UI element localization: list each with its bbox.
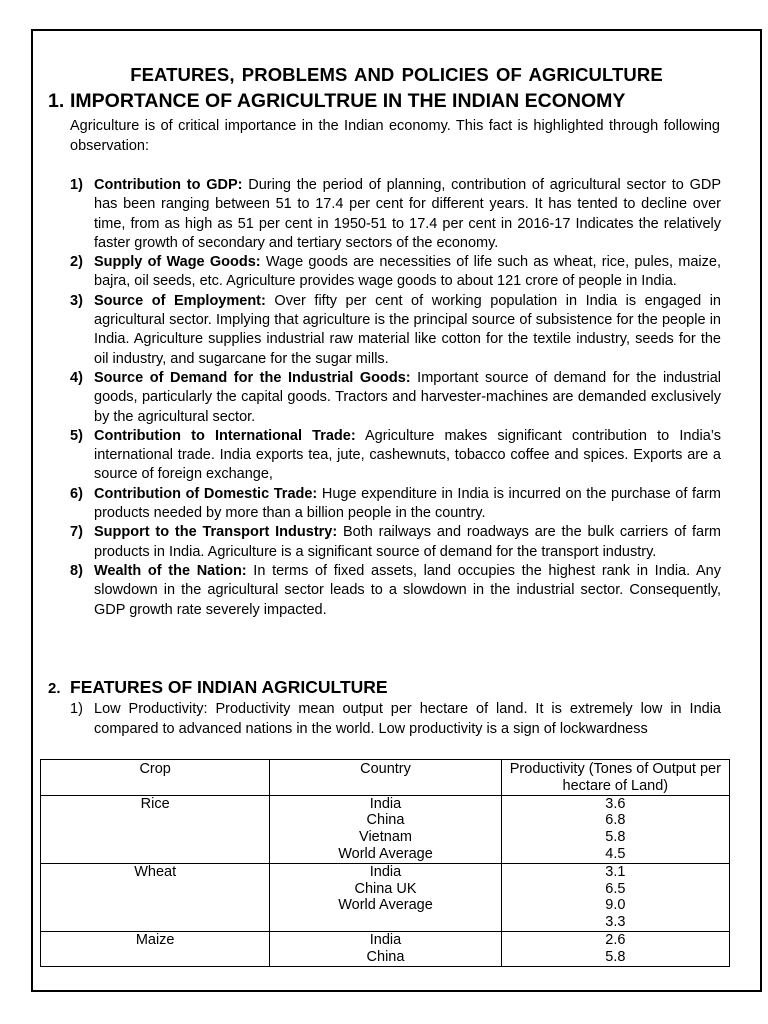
- list-item-number: 8): [70, 562, 83, 579]
- crop-cell: Wheat: [41, 863, 270, 931]
- header-productivity: Productivity (Tones of Output per hectare of Land): [501, 760, 729, 796]
- section2-item-1: [70, 700, 721, 739]
- table-header-row: [41, 760, 730, 796]
- productivity-value: 5.8: [605, 948, 626, 965]
- productivity-value: 4.5: [605, 845, 626, 862]
- list-item-text: In terms of fixed assets, land occupies the highest rank in India. Any slowdown in the agricultural sector leads to a slowdown in the industrial sector. Consequently, GDP growth rate severely impacted.: [94, 562, 721, 618]
- list-item-number: 1): [70, 177, 83, 193]
- list-item-label: Contribution to International Trade:: [94, 427, 356, 444]
- list-item-text: Wage goods are necessities of life such as wheat, rice, pules, maize, bajra, oil seeds, etc. Agriculture provides wage goods to about 121 crore of people in India.: [94, 254, 721, 290]
- section1-intro: Agriculture is of critical importance in the Indian economy. This fact is highlighted through following observation:: [70, 118, 720, 154]
- country-name: China: [366, 812, 405, 829]
- list-item-label: Supply of Wage Goods:: [94, 254, 261, 271]
- table-row: [41, 863, 730, 931]
- productivity-value: 2.6: [605, 931, 626, 948]
- country-name: India: [369, 863, 402, 880]
- list-item-label: Wealth of the Nation:: [94, 562, 247, 579]
- list-item-label: Source of Demand for the Industrial Goods:: [94, 369, 411, 386]
- list-item-label: Contribution to GDP:: [94, 177, 243, 193]
- productivity-value: 3.3: [605, 914, 626, 931]
- section2-item-1-number: 1): [70, 701, 83, 717]
- country-name: China: [366, 948, 405, 965]
- list-item-number: 6): [70, 485, 83, 502]
- table-row: [41, 795, 730, 863]
- section1-number: 1.: [48, 90, 65, 112]
- productivity-cell: [501, 863, 729, 931]
- crop-cell: Rice: [41, 795, 270, 863]
- list-item: [70, 562, 721, 620]
- list-item-text: Important source of demand for the industrial goods, particularly the capital goods. Tractors and harvester-machines are demanded exclusively by the agricultural sector.: [94, 369, 721, 425]
- list-item-text: During the period of planning, contribution of agricultural sector to GDP has been ranging between 51 to 17.4 per cent for different years. It has tented to decline over time, from as high as 51 per cent in 1950-51 to 17.4 per cent in 2016-17 Indicates the relatively faster growth of secondary and tertiary sectors of the economy.: [94, 177, 722, 251]
- list-item-label: Support to the Transport Industry:: [94, 524, 338, 541]
- list-item: [70, 369, 721, 427]
- list-item: [70, 427, 721, 485]
- header-crop: Crop: [41, 760, 270, 796]
- section2-number: 2.: [48, 680, 61, 697]
- list-item-number: 7): [70, 524, 83, 541]
- section2-heading-text: FEATURES OF INDIAN AGRICULTURE: [70, 677, 388, 697]
- country-cell: [270, 795, 501, 863]
- country-name: India: [369, 795, 402, 812]
- productivity-value: 6.5: [605, 880, 626, 897]
- section2-item-1-text: Low Productivity: Productivity mean output per hectare of land. It is extremely low in India compared to advanced nations in the world. Low productivity is a sign of lockwardness: [94, 701, 721, 737]
- document-page: [31, 29, 762, 992]
- document-title: FEATURES, PROBLEMS AND POLICIES OF AGRICULTURE: [130, 64, 663, 85]
- list-item-number: 4): [70, 369, 83, 386]
- productivity-value: 9.0: [605, 897, 626, 914]
- productivity-cell: [501, 931, 729, 966]
- productivity-cell: [501, 795, 729, 863]
- list-item-label: Contribution of Domestic Trade:: [94, 485, 318, 502]
- list-item-number: 3): [70, 292, 83, 309]
- list-item-text: Huge expenditure in India is incurred on the purchase of farm products needed by more than a billion people in the country.: [94, 485, 721, 522]
- section1-heading: [48, 90, 625, 113]
- list-item-text: Both railways and roadways are the bulk carriers of farm products in India. Agriculture is a significant source of demand for the transport industry.: [94, 524, 721, 560]
- country-cell: [270, 931, 501, 966]
- country-cell: [270, 863, 501, 931]
- list-item-number: 5): [70, 427, 83, 444]
- list-item: [70, 485, 721, 524]
- list-item: [70, 253, 721, 292]
- section2-heading: [48, 677, 388, 698]
- header-country: Country: [270, 760, 501, 796]
- country-name: World Average: [338, 845, 433, 862]
- list-item: [70, 176, 721, 253]
- productivity-table: [40, 759, 730, 967]
- productivity-value: 3.1: [605, 863, 626, 880]
- country-name: China UK: [354, 880, 417, 897]
- productivity-value: 3.6: [605, 795, 626, 812]
- list-item-text: Over fifty per cent of working population in India is engaged in agricultural sector. Implying that agriculture is the principal source of subsistence for the people in India. Agriculture supplies industrial raw material like cotton for the textile industry, seeds for the oil industry, and sugarcane for the sugar mills.: [94, 292, 721, 367]
- country-name: World Average: [338, 897, 433, 914]
- list-item-text: Agriculture makes significant contribution to India’s international trade. India exports tea, jute, cashewnuts, tobacco coffee and spices. Exports are a source of foreign exchange,: [94, 427, 721, 483]
- productivity-value: 5.8: [605, 829, 626, 846]
- list-item-label: Source of Employment:: [94, 292, 266, 309]
- country-name: Vietnam: [359, 829, 412, 846]
- table-row: [41, 931, 730, 966]
- list-item-number: 2): [70, 254, 83, 271]
- country-name: India: [369, 931, 402, 948]
- productivity-value: 6.8: [605, 812, 626, 829]
- crop-cell: Maize: [41, 931, 270, 966]
- section1-heading-text: IMPORTANCE OF AGRICULTRUE IN THE INDIAN ECONOMY: [70, 90, 626, 112]
- list-item: [70, 523, 721, 562]
- importance-list: [70, 176, 721, 620]
- table-body: [41, 795, 730, 966]
- list-item: [70, 292, 721, 369]
